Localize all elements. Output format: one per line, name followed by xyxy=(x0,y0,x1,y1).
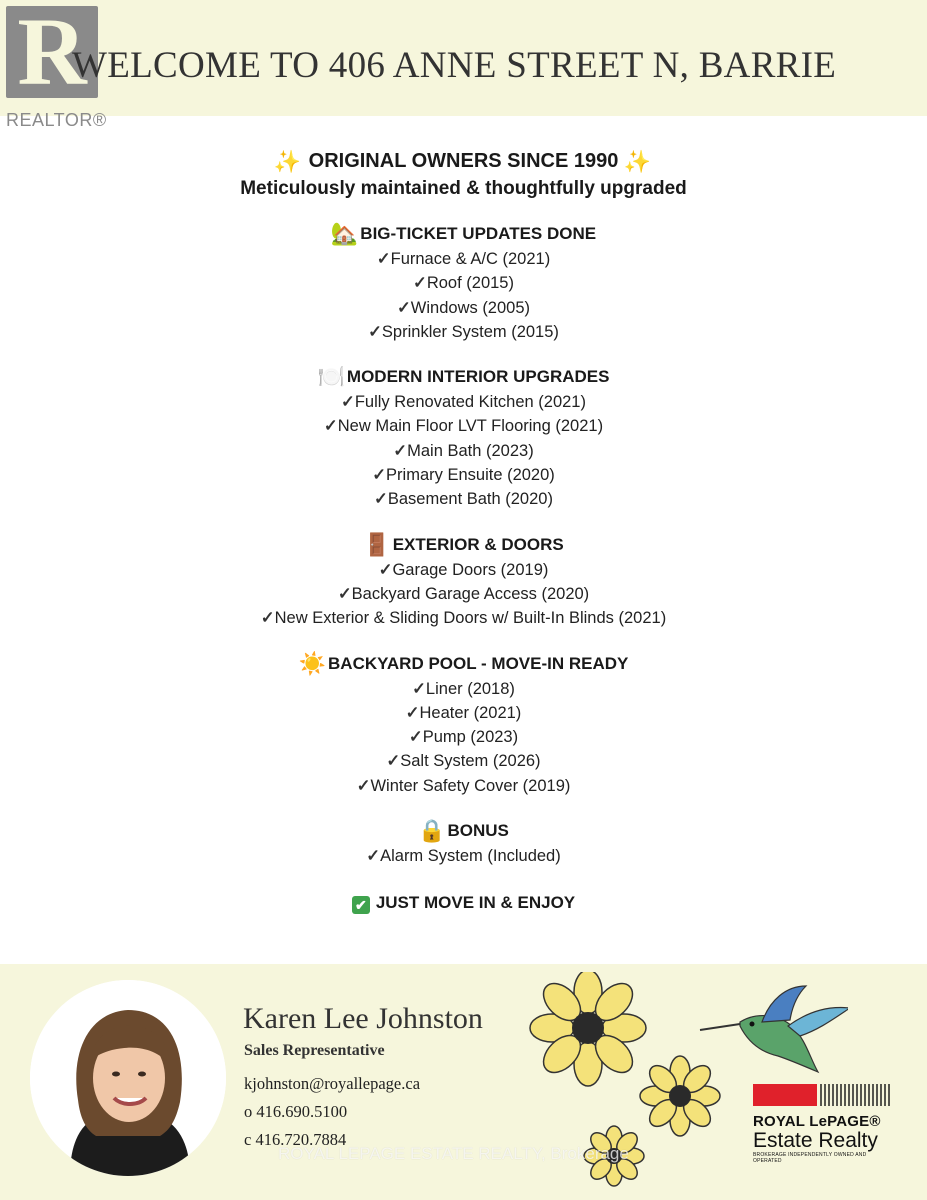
list-item xyxy=(0,463,927,487)
checkmark-icon: ✓ xyxy=(341,393,355,412)
agent-office-phone[interactable]: o 416.690.5100 xyxy=(244,1102,348,1121)
checkmark-icon: ✓ xyxy=(374,490,388,509)
section-title-row xyxy=(0,532,927,558)
checkmark-icon: ✓ xyxy=(386,752,401,771)
list-item-text: New Exterior & Sliding Doors w/ Built-In Blinds (2021) xyxy=(274,609,667,628)
list-item-text: Backyard Garage Access (2020) xyxy=(351,584,590,603)
list-item xyxy=(0,247,927,271)
checkmark-icon: ✓ xyxy=(260,609,275,628)
checkmark-icon: ✓ xyxy=(412,679,426,698)
list-item-text: Primary Ensuite (2020) xyxy=(386,466,555,485)
list-item-text: Alarm System (Included) xyxy=(380,847,561,866)
feature-section xyxy=(0,651,927,798)
list-item-text: Roof (2015) xyxy=(426,274,514,293)
agent-cell-phone[interactable]: c 416.720.7884 xyxy=(244,1130,347,1149)
hummingbird-icon xyxy=(700,986,848,1072)
list-item xyxy=(0,582,927,606)
intro-subtitle: Meticulously maintained & thoughtfully upgraded xyxy=(240,178,687,199)
lock-icon: 🔒 xyxy=(418,818,446,844)
checkmark-icon: ✓ xyxy=(405,703,420,722)
list-item-text: Heater (2021) xyxy=(419,703,522,722)
brokerage-brand: ROYAL LePAGE® xyxy=(753,1113,881,1130)
list-item-text: Furnace & A/C (2021) xyxy=(390,250,551,268)
list-item xyxy=(0,774,927,798)
feature-list xyxy=(0,146,927,916)
checkmark-icon: ✓ xyxy=(393,441,408,460)
realtor-logo-text: REALTOR® xyxy=(6,110,107,130)
feature-section xyxy=(0,818,927,868)
list-item-text: Garage Doors (2019) xyxy=(392,560,549,579)
header-banner xyxy=(0,0,927,130)
sections-container xyxy=(0,221,927,868)
list-item xyxy=(0,390,927,414)
closing-line xyxy=(0,890,927,916)
closing-text: JUST MOVE IN & ENJOY xyxy=(375,893,576,913)
agent-footer xyxy=(0,964,927,1200)
royal-lepage-logo xyxy=(753,1084,895,1164)
brokerage-name: Estate Realty xyxy=(753,1129,878,1152)
list-item-text: Winter Safety Cover (2019) xyxy=(370,776,571,795)
agent-role: Sales Representative xyxy=(244,1042,385,1059)
feature-section xyxy=(0,364,927,511)
list-item xyxy=(0,320,927,344)
list-item xyxy=(0,677,927,701)
checkmark-icon: ✓ xyxy=(376,250,391,268)
list-item xyxy=(0,749,927,773)
list-item xyxy=(0,844,927,868)
list-item-text: Windows (2005) xyxy=(410,298,531,317)
list-item xyxy=(0,606,927,630)
list-item xyxy=(0,414,927,438)
sparkles-icon: ✨ xyxy=(623,149,652,174)
list-item-text: Fully Renovated Kitchen (2021) xyxy=(354,393,586,412)
brokerage-watermark: ROYAL LEPAGE ESTATE REALTY, Brokerage xyxy=(278,1144,629,1163)
page-title: WELCOME TO 406 ANNE STREET N, BARRIE xyxy=(72,45,837,86)
intro-title: ORIGINAL OWNERS SINCE 1990 xyxy=(308,150,619,172)
section-title-row xyxy=(0,651,927,677)
list-item-text: Liner (2018) xyxy=(425,679,515,698)
house-icon: 🏡 xyxy=(330,221,359,246)
agent-name: Karen Lee Johnston xyxy=(243,1002,483,1035)
list-item-text: New Main Floor LVT Flooring (2021) xyxy=(337,417,604,436)
section-title-row xyxy=(0,364,927,390)
section-title: MODERN INTERIOR UPGRADES xyxy=(346,367,610,387)
intro-title-row xyxy=(0,146,927,177)
list-item-text: Sprinkler System (2015) xyxy=(381,322,559,341)
section-title-row xyxy=(0,221,927,247)
checkmark-icon: ✓ xyxy=(372,466,387,485)
checkmark-icon: ✓ xyxy=(368,322,382,341)
brokerage-tagline: BROKERAGE INDEPENDENTLY OWNED AND OPERATED xyxy=(753,1152,867,1164)
realtor-logo-r: R xyxy=(17,0,87,105)
list-item-text: Basement Bath (2020) xyxy=(387,490,553,509)
check-box-icon: ✔ xyxy=(352,896,370,914)
checkmark-icon: ✓ xyxy=(396,298,411,317)
section-title: BONUS xyxy=(447,821,509,841)
flower-icon xyxy=(530,972,646,1086)
list-item-text: Pump (2023) xyxy=(422,728,519,747)
section-title: EXTERIOR & DOORS xyxy=(392,534,564,554)
list-item xyxy=(0,296,927,320)
checkmark-icon: ✓ xyxy=(413,274,427,293)
sparkles-icon: ✨ xyxy=(273,149,302,174)
list-item-text: Salt System (2026) xyxy=(400,752,541,771)
sun-icon: ☀️ xyxy=(298,650,327,676)
feature-section xyxy=(0,221,927,344)
agent-email-link[interactable]: kjohnston@royallepage.ca xyxy=(244,1074,421,1093)
checkmark-icon: ✓ xyxy=(323,417,338,436)
list-item xyxy=(0,558,927,582)
agent-portrait xyxy=(30,980,226,1176)
list-item xyxy=(0,271,927,295)
section-title: BACKYARD POOL - MOVE-IN READY xyxy=(328,653,629,673)
checkmark-icon: ✓ xyxy=(408,728,423,747)
list-item xyxy=(0,701,927,725)
royal-lepage-bar xyxy=(753,1084,893,1106)
feature-section xyxy=(0,532,927,631)
checkmark-icon: ✓ xyxy=(356,776,371,795)
checkmark-icon: ✓ xyxy=(337,584,352,603)
list-item xyxy=(0,487,927,511)
checkmark-icon: ✓ xyxy=(378,560,393,579)
list-item-text: Main Bath (2023) xyxy=(407,441,534,460)
door-icon: 🚪 xyxy=(363,531,391,557)
checkmark-icon: ✓ xyxy=(366,847,381,866)
list-item xyxy=(0,725,927,749)
section-title-row xyxy=(0,818,927,844)
section-title: BIG-TICKET UPDATES DONE xyxy=(360,224,597,243)
agent-avatar xyxy=(30,980,226,1176)
list-item xyxy=(0,439,927,463)
plate-icon: 🍽️ xyxy=(317,364,345,390)
flower-icon xyxy=(640,1056,720,1136)
